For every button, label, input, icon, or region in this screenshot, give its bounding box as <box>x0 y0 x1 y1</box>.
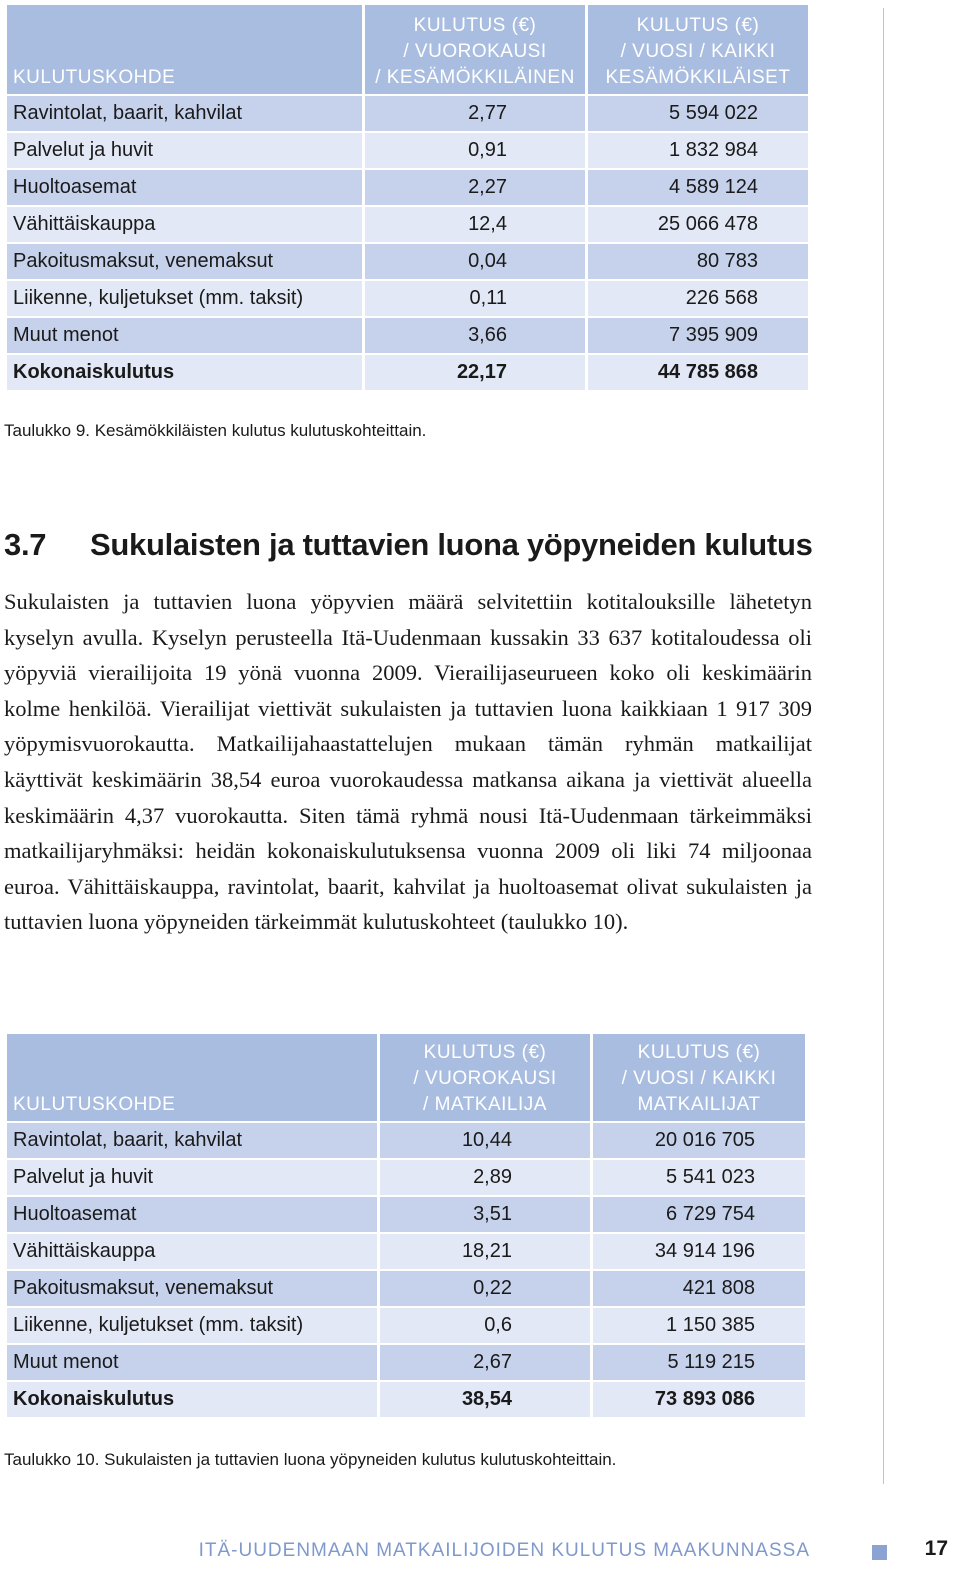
row-label: Muut menot <box>7 318 362 353</box>
value-per-day: 38,54 <box>380 1382 590 1417</box>
row-label: Pakoitusmaksut, venemaksut <box>7 1271 377 1306</box>
value-per-day: 2,27 <box>365 170 585 205</box>
table-total-row <box>7 355 808 390</box>
table-row <box>7 1271 805 1306</box>
value-per-year: 6 729 754 <box>593 1197 805 1232</box>
value-per-day: 0,22 <box>380 1271 590 1306</box>
value-per-year: 73 893 086 <box>593 1382 805 1417</box>
margin-rule <box>883 8 884 1484</box>
row-label: Huoltoasemat <box>7 1197 377 1232</box>
value-per-year: 44 785 868 <box>588 355 808 390</box>
table-header-row <box>7 5 808 94</box>
value-per-day: 22,17 <box>365 355 585 390</box>
value-per-day: 18,21 <box>380 1234 590 1269</box>
value-per-year: 34 914 196 <box>593 1234 805 1269</box>
row-label: Liikenne, kuljetukset (mm. taksit) <box>7 1308 377 1343</box>
header-spending-category: KULUTUSKOHDE <box>7 5 362 94</box>
header-spending-per-year: KULUTUS (€) / VUOSI / KAIKKI KESÄMÖKKILÄISET <box>588 5 808 94</box>
row-label: Liikenne, kuljetukset (mm. taksit) <box>7 281 362 316</box>
table-row <box>7 1308 805 1343</box>
section-title: Sukulaisten ja tuttavien luona yöpyneiden kulutus <box>90 527 813 562</box>
value-per-day: 12,4 <box>365 207 585 242</box>
table-row <box>7 1197 805 1232</box>
value-per-year: 1 832 984 <box>588 133 808 168</box>
row-label: Palvelut ja huvit <box>7 1160 377 1195</box>
table-relatives-visitors-spending <box>4 1032 808 1419</box>
table-row <box>7 244 808 279</box>
table-row <box>7 281 808 316</box>
table-row <box>7 1160 805 1195</box>
value-per-year: 25 066 478 <box>588 207 808 242</box>
table-row <box>7 170 808 205</box>
row-label: Vähittäiskauppa <box>7 207 362 242</box>
header-spending-per-day: KULUTUS (€) / VUOROKAUSI / KESÄMÖKKILÄINEN <box>365 5 585 94</box>
row-label: Kokonaiskulutus <box>7 355 362 390</box>
table-row <box>7 1123 805 1158</box>
table-header-row <box>7 1034 805 1121</box>
value-per-year: 5 594 022 <box>588 96 808 131</box>
header-spending-category: KULUTUSKOHDE <box>7 1034 377 1121</box>
value-per-day: 0,91 <box>365 133 585 168</box>
value-per-year: 5 119 215 <box>593 1345 805 1380</box>
value-per-year: 80 783 <box>588 244 808 279</box>
value-per-day: 3,66 <box>365 318 585 353</box>
table-summer-cottage-spending <box>4 3 811 392</box>
value-per-day: 0,6 <box>380 1308 590 1343</box>
row-label: Palvelut ja huvit <box>7 133 362 168</box>
table-row <box>7 207 808 242</box>
table-row <box>7 1234 805 1269</box>
value-per-day: 10,44 <box>380 1123 590 1158</box>
value-per-year: 7 395 909 <box>588 318 808 353</box>
header-spending-per-year: KULUTUS (€) / VUOSI / KAIKKI MATKAILIJAT <box>593 1034 805 1121</box>
body-paragraph: Sukulaisten ja tuttavien luona yöpyvien määrä selvitettiin kotitalouksille lähetetyn kyselyn avulla. Kyselyn perusteella Itä-Uudenmaan kussakin 33 637 kotitaloudessa oli yöpyviä vierailijoita 19 yönä vuonna 2009. Vierailijaseurueen koko oli keskimäärin kolme henkilöä. Vierailijat viettivät sukulaisten ja tuttavien luona kaikkiaan 1 917 309 yöpymisvuorokautta. Matkailijahaastattelujen mukaan tämän ryhmän matkailijat käyttivät keskimäärin 38,54 euroa vuorokaudessa matkansa aikana ja viettivät alueella keskimäärin 4,37 vuorokautta. Siten tämä ryhmä nousi Itä-Uudenmaan tärkeimmäksi matkailijaryhmäksi: heidän kokonaiskulutuksensa vuonna 2009 oli liki 74 miljoonaa euroa. Vähittäiskauppa, ravintolat, baarit, kahvilat ja huoltoasemat olivat sukulaisten ja tuttavien luona yöpyneiden tärkeimmät kulutuskohteet (taulukko 10). <box>4 589 812 935</box>
value-per-year: 5 541 023 <box>593 1160 805 1195</box>
table-total-row <box>7 1382 805 1417</box>
table-caption: Taulukko 10. Sukulaisten ja tuttavien luona yöpyneiden kulutus kulutuskohteittain. <box>4 1450 617 1469</box>
value-per-day: 2,77 <box>365 96 585 131</box>
value-per-day: 0,11 <box>365 281 585 316</box>
section-heading <box>4 527 813 563</box>
value-per-year: 1 150 385 <box>593 1308 805 1343</box>
row-label: Huoltoasemat <box>7 170 362 205</box>
value-per-day: 2,89 <box>380 1160 590 1195</box>
row-label: Kokonaiskulutus <box>7 1382 377 1417</box>
header-spending-per-day: KULUTUS (€) / VUOROKAUSI / MATKAILIJA <box>380 1034 590 1121</box>
section-number: 3.7 <box>4 527 47 562</box>
value-per-year: 20 016 705 <box>593 1123 805 1158</box>
value-per-year: 421 808 <box>593 1271 805 1306</box>
row-label: Vähittäiskauppa <box>7 1234 377 1269</box>
row-label: Pakoitusmaksut, venemaksut <box>7 244 362 279</box>
table-row <box>7 133 808 168</box>
value-per-day: 3,51 <box>380 1197 590 1232</box>
value-per-day: 0,04 <box>365 244 585 279</box>
row-label: Muut menot <box>7 1345 377 1380</box>
table-caption: Taulukko 9. Kesämökkiläisten kulutus kulutuskohteittain. <box>4 421 427 440</box>
table-row <box>7 318 808 353</box>
value-per-day: 2,67 <box>380 1345 590 1380</box>
row-label: Ravintolat, baarit, kahvilat <box>7 1123 377 1158</box>
row-label: Ravintolat, baarit, kahvilat <box>7 96 362 131</box>
table-row <box>7 96 808 131</box>
footer-square-icon <box>872 1545 887 1560</box>
page-number: 17 <box>924 1537 948 1560</box>
table-row <box>7 1345 805 1380</box>
value-per-year: 226 568 <box>588 281 808 316</box>
footer-running-title: ITÄ-UUDENMAAN MATKAILIJOIDEN KULUTUS MAAKUNNASSA <box>198 1540 810 1561</box>
value-per-year: 4 589 124 <box>588 170 808 205</box>
